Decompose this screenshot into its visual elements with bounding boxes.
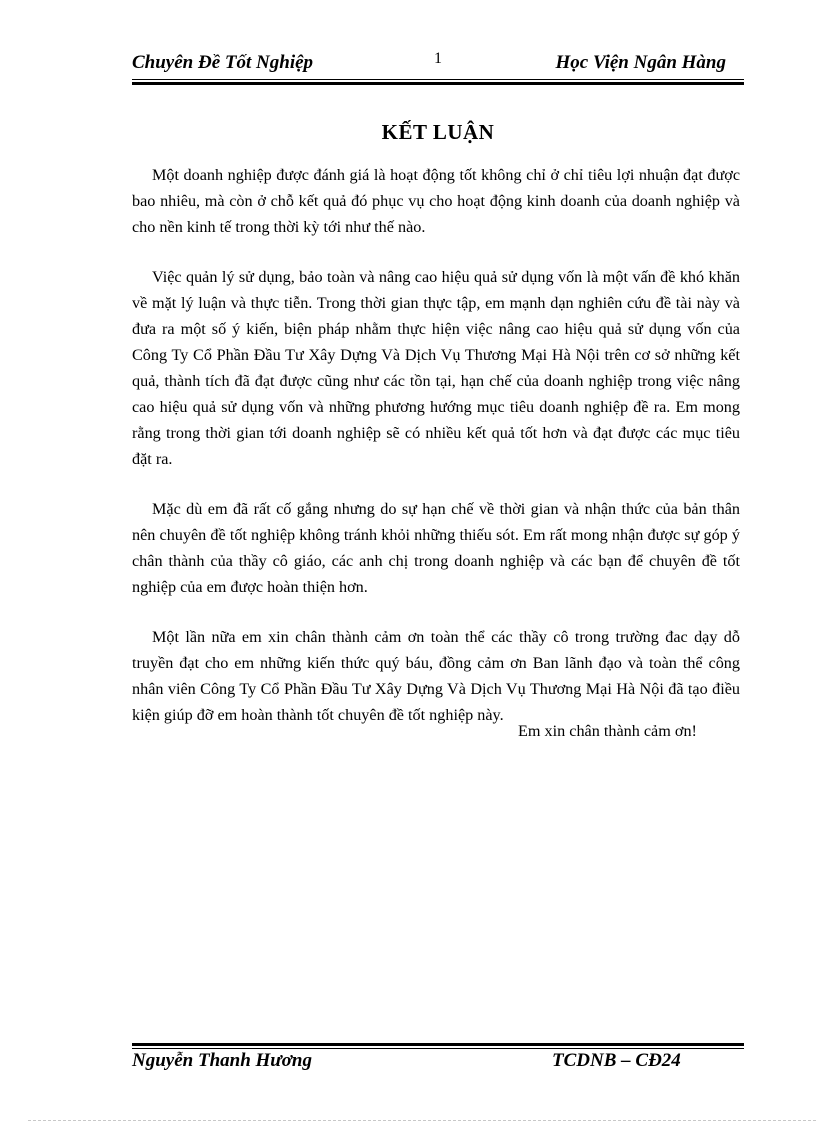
header-institution: Học Viện Ngân Hàng (555, 52, 726, 73)
header-divider-thick (132, 82, 744, 85)
footer-class-code: TCDNB – CĐ24 (552, 1050, 681, 1071)
footer-divider-thin (132, 1048, 744, 1049)
page-bottom-edge (28, 1120, 816, 1121)
header-document-type: Chuyên Đề Tốt Nghiệp (132, 52, 314, 73)
footer-author: Nguyễn Thanh Hương (132, 1050, 312, 1071)
paragraph-1: Một doanh nghiệp được đánh giá là hoạt động tốt không chỉ ở chỉ tiêu lợi nhuận đạt được bao nhiêu, mà còn ở chỗ kết quả đó phục vụ cho hoạt động kinh doanh của doanh nghiệp và cho nền kinh tế trong thời kỳ tới như thế nào. (132, 166, 740, 236)
paragraph-4: Một lần nữa em xin chân thành cảm ơn toàn thể các thầy cô trong trường đac dạy dỗ truyền đạt cho em những kiến thức quý báu, đồng cảm ơn Ban lãnh đạo và toàn thể công nhân viên Công Ty Cổ Phần Đầu Tư Xây Dựng Và Dịch Vụ Thương Mại Hà Nội đã tạo điều kiện giúp đỡ em hoàn thành tốt chuyên đề tốt nghiệp này. (132, 628, 740, 724)
closing-line: Em xin chân thành cảm ơn! (518, 722, 697, 740)
body-text (132, 162, 740, 752)
page-title: KẾT LUẬN (381, 120, 495, 144)
header-divider-thin (132, 79, 744, 80)
page-header (132, 50, 744, 80)
paragraph-2: Việc quản lý sử dụng, bảo toàn và nâng cao hiệu quả sử dụng vốn là một vấn đề khó khăn về mặt lý luận và thực tiễn. Trong thời gian thực tập, em mạnh dạn nghiên cứu đề tài này và đưa ra một số ý kiến, biện pháp nhằm thực hiện việc nâng cao hiệu quả sử dụng vốn của Công Ty Cổ Phần Đầu Tư Xây Dựng Và Dịch Vụ Thương Mại Hà Nội trên cơ sở những kết quả, thành tích đã đạt được cũng như các tồn tại, hạn chế của doanh nghiệp trong việc nâng cao hiệu quả sử dụng vốn và những phương hướng mục tiêu doanh nghiệp đề ra. Em mong rằng trong thời gian tới doanh nghiệp sẽ có nhiều kết quả tốt hơn và đạt được các mục tiêu đặt ra. (132, 268, 740, 468)
footer-divider-thick (132, 1043, 744, 1046)
paragraph-3: Mặc dù em đã rất cố gắng nhưng do sự hạn chế về thời gian và nhận thức của bản thân nên chuyên đề tốt nghiệp không tránh khỏi những thiếu sót. Em rất mong nhận được sự góp ý chân thành của thầy cô giáo, các anh chị trong doanh nghiệp và các bạn để chuyên đề tốt nghiệp của em được hoàn thiện hơn. (132, 500, 740, 596)
header-page-number: 1 (434, 50, 442, 67)
